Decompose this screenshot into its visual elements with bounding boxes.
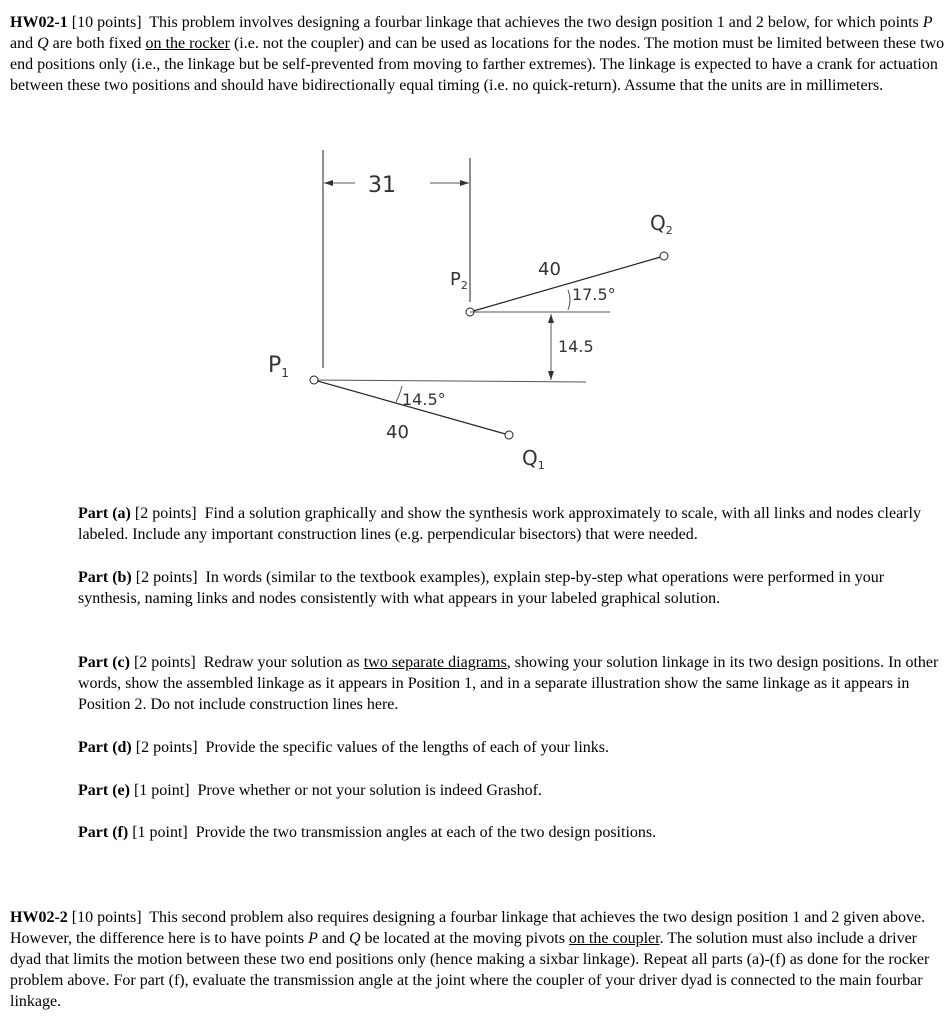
q1-node [505,431,513,439]
dim-14-5-label: 14.5 [558,337,594,356]
p2-label: $P_2$ [450,269,468,292]
len-top-label: 40 [538,259,561,280]
hw2-var-p: P [308,930,318,947]
link-position-2 [470,256,664,312]
hw2-paragraph [10,907,945,1012]
dim-31-label: 31 [368,173,396,198]
linkage-figure [250,140,673,490]
part-c [78,652,944,715]
part-c-underline: two separate diagrams [363,654,507,671]
part-b-points: [2 points] [135,569,198,586]
arrowhead-icon [460,180,469,186]
q2-node [660,252,668,260]
p1-node [310,376,318,384]
hw1-text-1: This problem involves designing a fourbar linkage that achieves the two design position 1 and 2 below, for which points [149,14,919,31]
part-c-pre: Redraw your solution as [203,654,360,671]
part-e [78,780,944,801]
hw1-and: and [10,35,34,52]
part-d-points: [2 points] [135,739,198,756]
part-b-text: In words (similar to the textbook examples), explain step-by-step what operations were performed in your synthesis, naming links and nodes consistently with what appears in your labeled graphical solution. [78,569,885,607]
hw2-var-q: Q [348,930,361,947]
arrowhead-icon [324,180,333,186]
hw1-paragraph [10,12,945,96]
hw2-underline-coupler: on the coupler [568,930,660,947]
part-f-text: Provide the two transmission angles at each of the two design positions. [195,824,657,841]
p1-horizontal-reference [314,380,586,382]
part-a-text: Find a solution graphically and show the synthesis work approximately to scale, with all links and nodes clearly labeled. Include any important construction lines (e.g. perpendicular bisectors) that were needed. [78,505,921,543]
part-a [78,503,944,545]
p1-label: $P_1$ [268,353,289,380]
q1-label: $Q_1$ [522,446,545,472]
hw1-text-3: (i.e. not the coupler) and can be used as locations for the nodes. The motion must be limited between these two end positions only (i.e., the linkage but be self-prevented from moving to farther extremes). The linkage is expected to have a crank for actuation between these two positions and should have bidirectionally equal timing (i.e. no quick-return). Assume that the units are in millimeters. [10,35,945,94]
hw2-and: and [321,930,345,947]
hw1-label: HW02-1 [10,14,68,31]
hw2-points: [10 points] [71,909,142,926]
part-e-label: Part (e) [78,782,130,799]
part-d [78,737,944,758]
part-f-points: [1 point] [132,824,188,841]
arrowhead-icon [548,314,554,323]
arrowhead-icon [548,371,554,380]
hw2-text-2: be located at the moving pivots [364,930,565,947]
part-d-text: Provide the specific values of the lengths of each of your links. [205,739,609,756]
part-b [78,567,944,609]
angle-bottom-label: 14.5° [402,390,446,409]
angle-top-label: 17.5° [572,285,616,304]
angle-top-arc [568,290,570,310]
part-c-label: Part (c) [78,654,130,671]
hw2-text-1: This second problem also requires designing a fourbar linkage that achieves the two design position 1 and 2 given above. However, the difference here is to have points [10,909,926,947]
q2-label: $Q_2$ [650,211,673,237]
hw1-var-q: Q [37,35,49,52]
part-d-label: Part (d) [78,739,132,756]
part-a-points: [2 points] [134,505,197,522]
len-bottom-label: 40 [386,422,409,443]
hw1-underline-rocker: on the rocker [145,35,230,52]
part-c-points: [2 points] [133,654,196,671]
part-e-points: [1 point] [133,782,190,799]
part-f [78,822,944,843]
hw2-label: HW02-2 [10,909,68,926]
hw1-var-p: P [922,14,933,31]
hw1-points: [10 points] [71,14,142,31]
part-e-text: Prove whether or not your solution is indeed Grashof. [197,782,542,799]
part-a-label: Part (a) [78,505,131,522]
part-c-text: , showing your solution linkage in its two design positions. In other words, show the assembled linkage as it appears in Position 1, and in a separate illustration show the same linkage as it appears in Position 2. Do not include construction lines here. [78,654,939,713]
hw1-text-2: are both fixed [52,35,142,52]
part-f-label: Part (f) [78,824,129,841]
hw2-text-3: . The solution must also include a driver dyad that limits the motion between these two end positions only (hence making a sixbar linkage). Repeat all parts (a)-(f) as done for the rocker problem above. For part (f), evaluate the transmission angle at the joint where the coupler of your driver dyad is connected to the main fourbar linkage. [10,930,930,1010]
part-b-label: Part (b) [78,569,132,586]
